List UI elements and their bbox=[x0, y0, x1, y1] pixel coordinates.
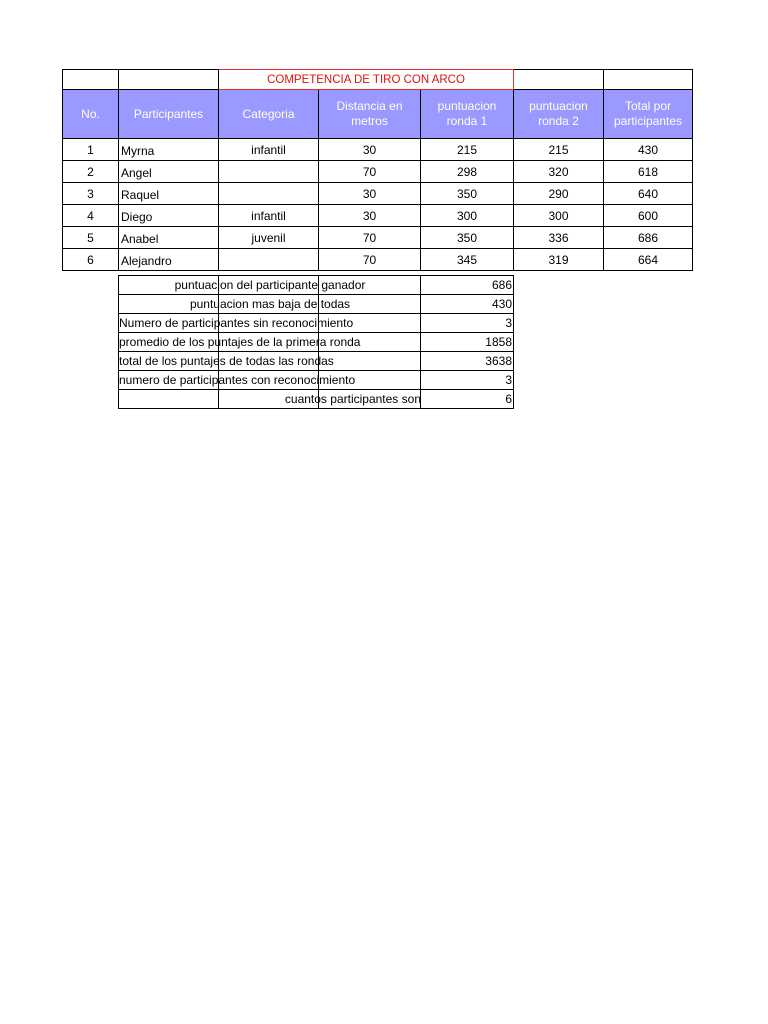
summary-label-cell[interactable] bbox=[119, 371, 421, 390]
header-total[interactable]: Total por participantes bbox=[604, 90, 693, 139]
header-no[interactable]: No. bbox=[63, 90, 119, 139]
participant-name[interactable]: Raquel bbox=[119, 183, 219, 205]
participant-category[interactable] bbox=[219, 249, 319, 271]
cell-gridline bbox=[318, 390, 319, 408]
cell-gridline bbox=[218, 276, 219, 294]
summary-label-cell[interactable] bbox=[119, 352, 421, 371]
summary-label: Numero de participantes sin reconocimiento bbox=[119, 316, 354, 330]
participant-distance[interactable]: 70 bbox=[319, 161, 421, 183]
participant-distance[interactable]: 30 bbox=[319, 139, 421, 161]
participant-distance[interactable]: 30 bbox=[319, 205, 421, 227]
summary-row bbox=[119, 390, 514, 409]
table-row bbox=[63, 227, 693, 249]
empty-cell[interactable] bbox=[63, 70, 119, 90]
summary-row bbox=[119, 352, 514, 371]
summary-value[interactable]: 3 bbox=[421, 371, 514, 390]
participant-name[interactable]: Anabel bbox=[119, 227, 219, 249]
cell-gridline bbox=[318, 333, 319, 351]
participant-total-score[interactable]: 686 bbox=[604, 227, 693, 249]
participant-name[interactable]: Myrna bbox=[119, 139, 219, 161]
participant-distance[interactable]: 70 bbox=[319, 249, 421, 271]
header-round1[interactable]: puntuacion ronda 1 bbox=[421, 90, 514, 139]
summary-table bbox=[118, 275, 514, 409]
empty-cell[interactable] bbox=[514, 70, 604, 90]
participant-round2-score[interactable]: 320 bbox=[514, 161, 604, 183]
summary-row bbox=[119, 314, 514, 333]
participant-category[interactable] bbox=[219, 183, 319, 205]
cell-gridline bbox=[318, 314, 319, 332]
summary-row bbox=[119, 371, 514, 390]
summary-label: total de los puntajes de todas las rondas bbox=[119, 354, 334, 368]
participant-round2-score[interactable]: 319 bbox=[514, 249, 604, 271]
participant-distance[interactable]: 70 bbox=[319, 227, 421, 249]
participant-name[interactable]: Alejandro bbox=[119, 249, 219, 271]
participant-total-score[interactable]: 664 bbox=[604, 249, 693, 271]
title-row bbox=[63, 70, 693, 90]
summary-label-cell[interactable] bbox=[119, 390, 421, 409]
participant-round1-score[interactable]: 345 bbox=[421, 249, 514, 271]
summary-value[interactable]: 686 bbox=[421, 276, 514, 295]
participant-name[interactable]: Diego bbox=[119, 205, 219, 227]
cell-gridline bbox=[218, 390, 219, 408]
participant-category[interactable]: infantil bbox=[219, 205, 319, 227]
summary-label: numero de participantes con reconocimiento bbox=[119, 373, 356, 387]
participant-number[interactable]: 3 bbox=[63, 183, 119, 205]
archery-competition-table bbox=[62, 69, 693, 271]
participant-category[interactable]: infantil bbox=[219, 139, 319, 161]
participant-round2-score[interactable]: 290 bbox=[514, 183, 604, 205]
cell-gridline bbox=[318, 295, 319, 313]
cell-gridline bbox=[318, 352, 319, 370]
participant-name[interactable]: Angel bbox=[119, 161, 219, 183]
table-row bbox=[63, 161, 693, 183]
header-row bbox=[63, 90, 693, 139]
summary-label: promedio de los puntajes de la primera ronda bbox=[119, 335, 361, 349]
header-participants[interactable]: Participantes bbox=[119, 90, 219, 139]
cell-gridline bbox=[218, 314, 219, 332]
header-round2[interactable]: puntuacion ronda 2 bbox=[514, 90, 604, 139]
table-row bbox=[63, 183, 693, 205]
summary-row bbox=[119, 295, 514, 314]
participant-round1-score[interactable]: 350 bbox=[421, 227, 514, 249]
summary-label-cell[interactable] bbox=[119, 333, 421, 352]
participant-round1-score[interactable]: 298 bbox=[421, 161, 514, 183]
cell-gridline bbox=[218, 352, 219, 370]
summary-value[interactable]: 430 bbox=[421, 295, 514, 314]
summary-label-cell[interactable] bbox=[119, 276, 421, 295]
participant-total-score[interactable]: 640 bbox=[604, 183, 693, 205]
participant-total-score[interactable]: 600 bbox=[604, 205, 693, 227]
summary-label: puntuacion mas baja de todas bbox=[189, 297, 351, 311]
summary-row bbox=[119, 333, 514, 352]
participant-round2-score[interactable]: 300 bbox=[514, 205, 604, 227]
participant-number[interactable]: 5 bbox=[63, 227, 119, 249]
cell-gridline bbox=[318, 276, 319, 294]
participant-category[interactable] bbox=[219, 161, 319, 183]
summary-value[interactable]: 3638 bbox=[421, 352, 514, 371]
table-row bbox=[63, 249, 693, 271]
summary-label-cell[interactable] bbox=[119, 314, 421, 333]
cell-gridline bbox=[218, 295, 219, 313]
participant-round2-score[interactable]: 336 bbox=[514, 227, 604, 249]
summary-value[interactable]: 3 bbox=[421, 314, 514, 333]
participant-round1-score[interactable]: 215 bbox=[421, 139, 514, 161]
header-distance[interactable]: Distancia en metros bbox=[319, 90, 421, 139]
cell-gridline bbox=[318, 371, 319, 389]
participant-category[interactable]: juvenil bbox=[219, 227, 319, 249]
header-category[interactable]: Categoria bbox=[219, 90, 319, 139]
summary-label-cell[interactable] bbox=[119, 295, 421, 314]
summary-value[interactable]: 6 bbox=[421, 390, 514, 409]
participant-round1-score[interactable]: 300 bbox=[421, 205, 514, 227]
competition-title[interactable]: COMPETENCIA DE TIRO CON ARCO bbox=[219, 70, 514, 90]
summary-value[interactable]: 1858 bbox=[421, 333, 514, 352]
participant-distance[interactable]: 30 bbox=[319, 183, 421, 205]
summary-row bbox=[119, 276, 514, 295]
cell-gridline bbox=[218, 371, 219, 389]
participant-number[interactable]: 2 bbox=[63, 161, 119, 183]
cell-gridline bbox=[218, 333, 219, 351]
table-row bbox=[63, 139, 693, 161]
participant-number[interactable]: 4 bbox=[63, 205, 119, 227]
participant-number[interactable]: 6 bbox=[63, 249, 119, 271]
participant-round1-score[interactable]: 350 bbox=[421, 183, 514, 205]
participant-round2-score[interactable]: 215 bbox=[514, 139, 604, 161]
empty-cell[interactable] bbox=[119, 70, 219, 90]
empty-cell[interactable] bbox=[604, 70, 693, 90]
table-row bbox=[63, 205, 693, 227]
participant-total-score[interactable]: 618 bbox=[604, 161, 693, 183]
summary-label: cuantos participantes son bbox=[284, 392, 421, 406]
participant-total-score[interactable]: 430 bbox=[604, 139, 693, 161]
participant-number[interactable]: 1 bbox=[63, 139, 119, 161]
summary-label: puntuacion del participante ganador bbox=[174, 278, 366, 292]
